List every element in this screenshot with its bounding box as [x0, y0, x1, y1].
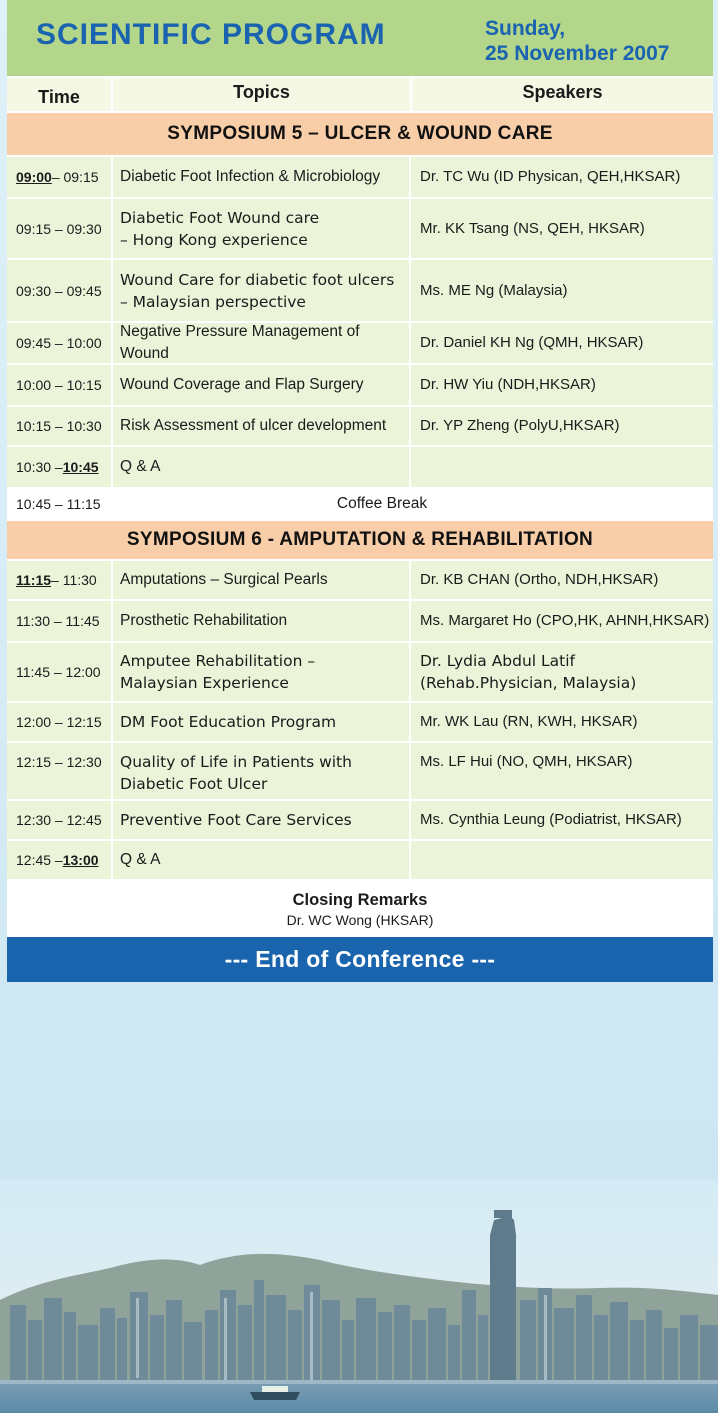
row-speaker: Ms. Cynthia Leung (Podiatrist, HKSAR) — [420, 811, 682, 828]
row-time: 11:15 – 11:30 — [16, 572, 97, 588]
row-time: 11:30 – 11:45 — [16, 613, 100, 629]
row-speaker: Mr. KK Tsang (NS, QEH, HKSAR) — [420, 219, 645, 237]
row-time: 10:00 – 10:15 — [16, 377, 102, 393]
schedule-row — [7, 155, 713, 197]
harbour-skyline-image — [0, 1180, 718, 1413]
schedule-row — [7, 445, 713, 487]
schedule-row — [7, 641, 713, 701]
row-speaker: Ms. ME Ng (Malaysia) — [420, 281, 568, 299]
schedule-row — [7, 405, 713, 445]
closing-speaker: Dr. WC Wong (HKSAR) — [286, 912, 434, 928]
row-topic: Preventive Foot Care Services — [111, 801, 411, 839]
schedule-row — [7, 258, 713, 321]
row-time: 11:45 – 12:00 — [16, 664, 101, 680]
row-topic: Q & A — [111, 841, 411, 879]
schedule-row — [7, 599, 713, 641]
row-topic: Prosthetic Rehabilitation — [111, 601, 411, 641]
row-speaker: Ms. Margaret Ho (CPO,HK, AHNH,HKSAR) — [420, 612, 710, 629]
row-topic: Diabetic Foot Wound care – Hong Kong experience — [111, 199, 411, 258]
row-speaker: Dr. HW Yiu (NDH,HKSAR) — [420, 376, 596, 393]
row-speaker: Dr. Daniel KH Ng (QMH, HKSAR) — [420, 334, 644, 351]
schedule-row — [7, 321, 713, 363]
row-time: 09:15 – 09:30 — [16, 220, 102, 237]
break-label: Coffee Break — [336, 495, 428, 512]
row-topic: Negative Pressure Management of Wound — [111, 323, 411, 363]
row-topic: Risk Assessment of ulcer development — [111, 407, 411, 445]
row-speaker — [411, 841, 710, 879]
row-time: 10:30 – 10:45 — [16, 459, 99, 475]
program-title: SCIENTIFIC PROGRAM — [36, 18, 386, 51]
schedule-row — [7, 799, 713, 839]
row-time: 10:15 – 10:30 — [16, 418, 102, 434]
symposium-5-title: SYMPOSIUM 5 – ULCER & WOUND CARE — [7, 113, 713, 155]
schedule-row — [7, 701, 713, 741]
row-speaker — [411, 447, 710, 487]
row-topic: Diabetic Foot Infection & Microbiology — [111, 157, 411, 197]
symposium-6-title: SYMPOSIUM 6 - AMPUTATION & REHABILITATION — [7, 521, 713, 559]
row-topic: Q & A — [111, 447, 411, 487]
row-time: 12:00 – 12:15 — [16, 714, 102, 730]
row-topic: DM Foot Education Program — [111, 703, 411, 741]
row-speaker: Mr. WK Lau (RN, KWH, HKSAR) — [420, 713, 638, 730]
column-headers — [7, 78, 713, 113]
row-topic: Wound Care for diabetic foot ulcers – Malaysian perspective — [111, 260, 411, 321]
row-speaker: Dr. Lydia Abdul Latif (Rehab.Physician, Malaysia) — [420, 652, 637, 692]
row-speaker: Dr. TC Wu (ID Physican, QEH,HKSAR) — [420, 168, 681, 185]
row-topic: Quality of Life in Patients with Diabetic Foot Ulcer — [111, 743, 411, 799]
program-page — [7, 0, 713, 982]
closing-title: Closing Remarks — [292, 891, 428, 909]
schedule-row — [7, 839, 713, 879]
row-time: 09:45 – 10:00 — [16, 335, 102, 351]
program-date — [485, 16, 669, 66]
row-speaker: Dr. KB CHAN (Ortho, NDH,HKSAR) — [420, 571, 659, 588]
col-time-header: Time — [38, 87, 80, 107]
end-of-conference-banner: --- End of Conference --- — [7, 937, 713, 982]
col-speakers-header: Speakers — [522, 82, 603, 102]
program-date-text: 25 November 2007 — [485, 42, 670, 65]
row-topic: Amputations – Surgical Pearls — [111, 561, 411, 599]
break-time: 10:45 – 11:15 — [16, 496, 101, 512]
schedule-row — [7, 741, 713, 799]
schedule-row — [7, 363, 713, 405]
row-topic: Amputee Rehabilitation – Malaysian Experience — [111, 643, 411, 701]
schedule-row — [7, 559, 713, 599]
row-speaker: Ms. LF Hui (NO, QMH, HKSAR) — [420, 753, 633, 770]
row-time: 12:15 – 12:30 — [16, 754, 102, 770]
program-day: Sunday, — [485, 17, 566, 40]
row-speaker: Dr. YP Zheng (PolyU,HKSAR) — [420, 417, 620, 434]
row-time: 09:00 – 09:15 — [16, 169, 99, 185]
coffee-break-row — [7, 487, 713, 521]
row-time: 09:30 – 09:45 — [16, 282, 102, 299]
program-header — [7, 0, 713, 78]
row-time: 12:30 – 12:45 — [16, 812, 102, 828]
row-time: 12:45 – 13:00 — [16, 852, 99, 868]
row-topic: Wound Coverage and Flap Surgery — [111, 365, 411, 405]
closing-remarks — [7, 879, 713, 937]
schedule-row — [7, 197, 713, 258]
col-topics-header: Topics — [111, 78, 412, 111]
